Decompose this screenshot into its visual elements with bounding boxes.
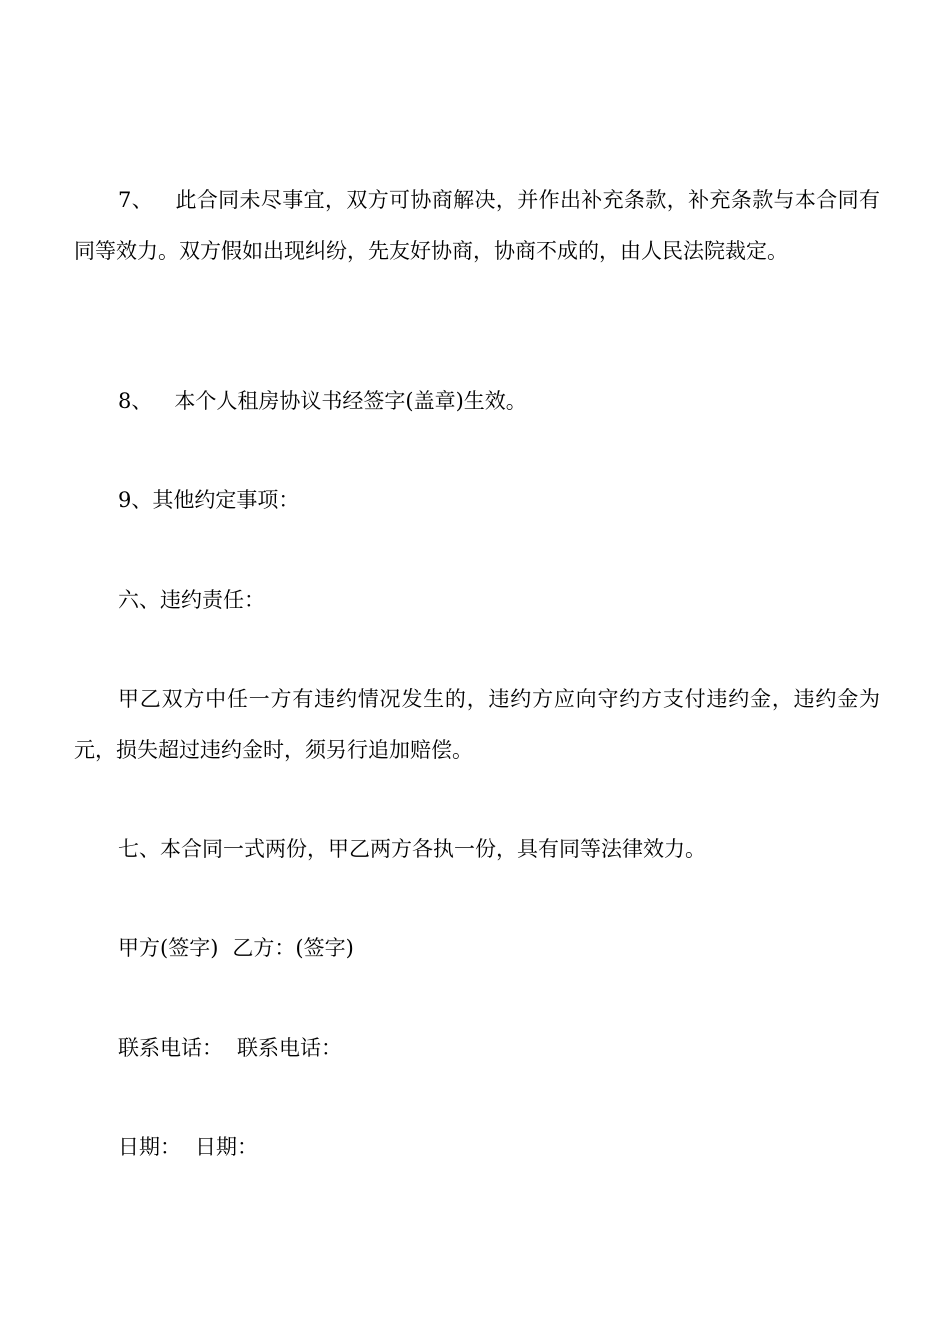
section-6-body <box>74 674 880 776</box>
date-line <box>74 1122 880 1173</box>
party-b-signature: 乙方：(签字) <box>232 936 354 960</box>
clause-8-text: 本个人租房协议书经签字(盖章)生效。 <box>174 389 527 413</box>
clause-8-number: 8、 <box>118 389 153 413</box>
phone-line <box>74 1023 880 1074</box>
clause-7-number: 7、 <box>118 188 154 212</box>
clause-7-text: 此合同未尽事宜，双方可协商解决，并作出补充条款，补充条款与本合同有同等效力。双方假如出现纠纷，先友好协商，协商不成的，由人民法院裁定。 <box>74 188 880 263</box>
section-6-heading <box>74 575 880 626</box>
section-6-heading-text: 六、违约责任： <box>118 588 265 612</box>
party-a-signature: 甲方(签字) <box>118 936 219 960</box>
party-a-date: 日期： <box>118 1135 181 1159</box>
party-b-phone: 联系电话： <box>237 1036 342 1060</box>
clause-9 <box>74 475 880 526</box>
clause-8 <box>74 376 880 427</box>
clause-9-text: 9、其他约定事项： <box>118 488 300 512</box>
section-6-body-text: 甲乙双方中任一方有违约情况发生的，违约方应向守约方支付违约金，违约金为元，损失超过违约金时，须另行追加赔偿。 <box>74 687 880 762</box>
party-a-phone: 联系电话： <box>118 1036 223 1060</box>
party-b-date: 日期： <box>195 1135 258 1159</box>
signature-line <box>74 923 880 974</box>
section-7-text: 七、本合同一式两份，甲乙两方各执一份，具有同等法律效力。 <box>118 837 706 861</box>
section-7 <box>74 824 880 875</box>
clause-7 <box>74 175 880 277</box>
